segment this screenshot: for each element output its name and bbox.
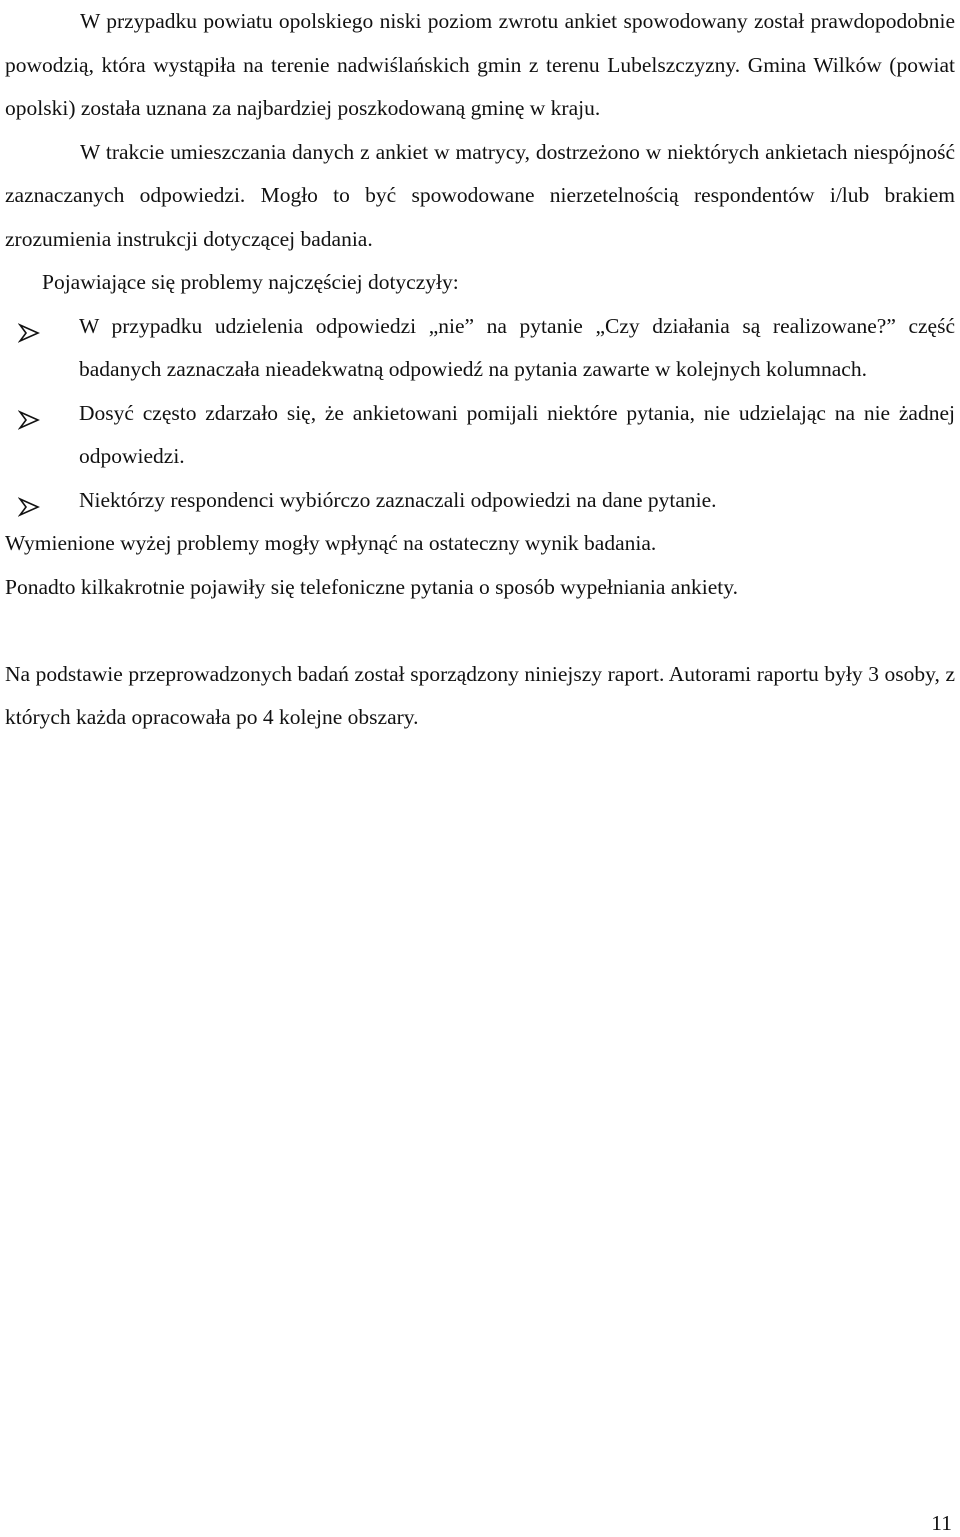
- list-item-text: W przypadku udzielenia odpowiedzi „nie” na pytanie „Czy działania są realizowane?” część badanych zaznaczała nieadekwatną odpowiedź na pytania zawarte w kolejnych kolumnach.: [79, 313, 955, 381]
- list-item: [5, 392, 955, 479]
- list-item-text: Niektórzy respondenci wybiórczo zaznaczali odpowiedzi na dane pytanie.: [79, 487, 717, 512]
- list-item-text: Dosyć często zdarzało się, że ankietowani pomijali niektóre pytania, nie udzielając na nie żadnej odpowiedzi.: [79, 400, 955, 468]
- page-number: 11: [931, 1511, 952, 1535]
- arrowhead-bullet-icon: [18, 403, 40, 425]
- problems-list: [5, 305, 955, 523]
- paragraph-spacer: [5, 609, 955, 653]
- paragraph-impact: Wymienione wyżej problemy mogły wpłynąć na ostateczny wynik badania.: [5, 531, 657, 555]
- arrowhead-bullet-icon: [18, 316, 40, 338]
- paragraph-phone-questions: Ponadto kilkakrotnie pojawiły się telefoniczne pytania o sposób wypełniania ankiety.: [5, 574, 739, 599]
- list-item: [5, 479, 955, 523]
- paragraph-inconsistency: W trakcie umieszczania danych z ankiet w matrycy, dostrzeżono w niektórych ankietach niespójność zaznaczanych odpowiedzi. Mogło to być spowodowane nierzetelnością respondentów i/lub brakiem zrozumienia instrukcji dotyczącej badania.: [5, 139, 955, 251]
- list-item: [5, 305, 955, 392]
- document-page: [5, 0, 955, 740]
- paragraph-authors: Na podstawie przeprowadzonych badań został sporządzony niniejszy raport. Autorami raportu były 3 osoby, z których każda opracowała po 4 kolejne obszary.: [5, 661, 955, 729]
- paragraph-flood: W przypadku powiatu opolskiego niski poziom zwrotu ankiet spowodowany został prawdopodobnie powodzią, która wystąpiła na terenie nadwiślańskich gmin z terenu Lubelszczyzny. Gmina Wilków (powiat opolski) została uznana za najbardziej poszkodowaną gminę w kraju.: [5, 9, 955, 120]
- arrowhead-bullet-icon: [18, 490, 40, 512]
- paragraph-problems-intro: Pojawiające się problemy najczęściej dotyczyły:: [42, 270, 459, 294]
